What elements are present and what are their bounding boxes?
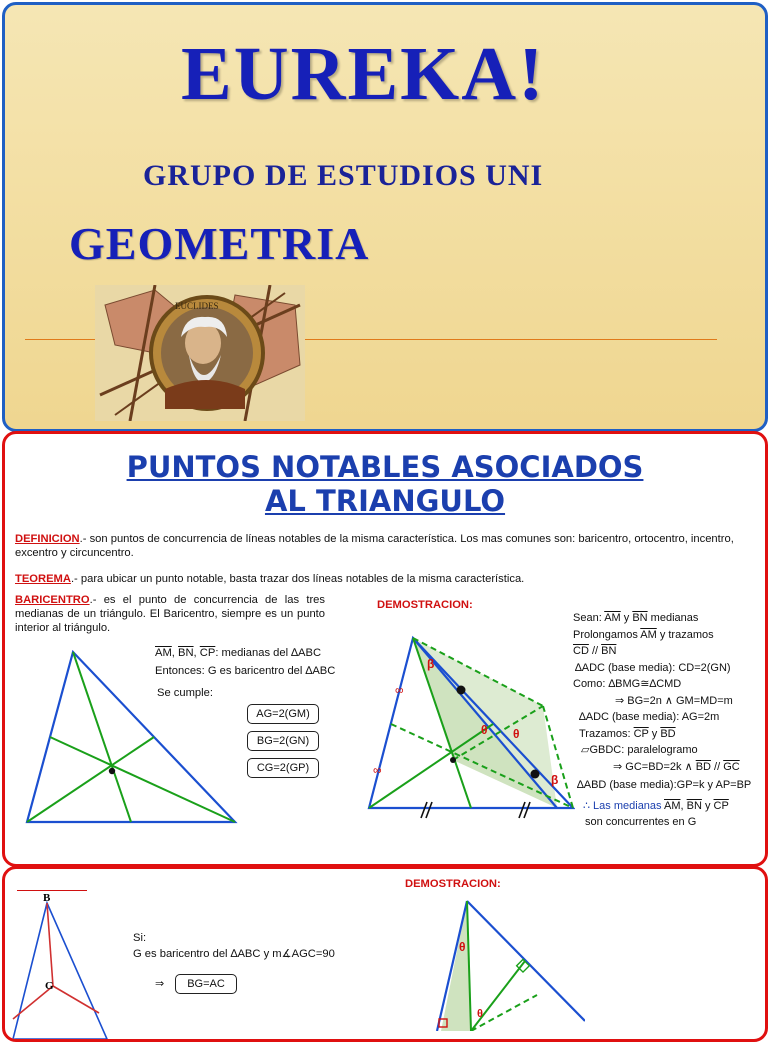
proof-line-4: ∆ADC (base media): CD=2(GN) xyxy=(575,661,731,674)
euclid-portrait-image xyxy=(95,285,305,421)
theorem-label: TEOREMA xyxy=(15,573,71,585)
proof-line-1: Sean: $\overline{AM}$ y $\overline{BN}$ medianas xyxy=(573,612,699,624)
lower-result-box: BG=AC xyxy=(175,974,237,994)
cover-rule-right xyxy=(297,339,717,340)
definition-paragraph xyxy=(15,532,755,560)
lower-triangle-figure xyxy=(9,891,119,1039)
lower-theta-top: θ xyxy=(459,940,466,954)
cover-title: EUREKA! xyxy=(181,32,546,116)
definition-label: DEFINICION xyxy=(15,533,80,545)
medianas-line: $\overline{AM}$, $\overline{BN}$, $\overline{CP}$: medianas del ∆ABC xyxy=(155,647,322,659)
proof-line-7: ∆ADC (base media): AG=2m xyxy=(579,711,720,723)
lower-demo-label: DEMOSTRACION: xyxy=(405,878,501,890)
proof-line-8: Trazamos: $\overline{CP}$ y $\overline{BD}$ xyxy=(579,727,676,740)
beta-label-bottom: β xyxy=(551,773,559,787)
theorem-text: .- para ubicar un punto notable, basta trazar dos líneas notables de la misma característica. xyxy=(70,573,525,585)
demo-label: DEMOSTRACION: xyxy=(377,599,473,611)
tick-mark-upper: ∞ xyxy=(395,683,404,697)
proof-line-13: son concurrentes en G xyxy=(585,816,697,828)
lower-panel xyxy=(2,866,768,1042)
formula-box-ag: AG=2(GM) xyxy=(247,704,319,724)
proof-line-9: ▱GBDC: paralelogramo xyxy=(581,744,698,756)
proof-line-3: $\overline{CD} // \overline{BN}$ xyxy=(573,645,617,657)
lower-theta-bottom: θ xyxy=(477,1008,483,1020)
lower-si: Si: xyxy=(133,932,147,944)
section-heading-line2: AL TRIANGULO xyxy=(264,484,506,518)
demonstration-figure xyxy=(361,632,575,830)
proof-line-6: ⇒ BG=2n ∧ GM=MD=m xyxy=(615,694,733,707)
baricentro-paragraph xyxy=(15,593,325,635)
se-cumple-line: Se cumple: xyxy=(157,687,213,699)
theta-label-left: θ xyxy=(481,723,488,737)
vertex-g-label: G xyxy=(45,980,54,992)
cover-rule-left xyxy=(25,339,97,340)
entonces-line: Entonces: G es baricentro del ∆ABC xyxy=(155,665,336,677)
beta-label-top: β xyxy=(427,657,435,671)
formula-box-bg: BG=2(GN) xyxy=(247,731,319,751)
tick-mark-lower: ∞ xyxy=(373,763,382,777)
baricentro-label: BARICENTRO xyxy=(15,594,90,606)
theorem-paragraph xyxy=(15,572,755,586)
formula-box-cg: CG=2(GP) xyxy=(247,758,319,778)
notable-points-panel xyxy=(2,431,768,867)
proof-line-12: ∴ Las medianas $\overline{AM}$, $\overline{BN}$ y $\overline{CP}$ xyxy=(583,799,729,812)
definition-text: .- son puntos de concurrencia de líneas notables de la misma característica. Los mas comunes son: baricentro, ortocentro, incentro, excentro y circuncentro. xyxy=(15,533,734,559)
theta-label-right: θ xyxy=(513,727,520,741)
proof-text xyxy=(573,610,763,831)
lower-condition: G es baricentro del ∆ABC y m∡AGC=90 xyxy=(133,948,335,960)
cover-subtitle: GRUPO DE ESTUDIOS UNI xyxy=(143,159,544,192)
lower-demonstration-figure xyxy=(425,891,585,1031)
svg-text:EUCLIDES: EUCLIDES xyxy=(175,301,219,311)
proof-line-11: ∆ABD (base media):GP=k y AP=BP xyxy=(577,779,752,791)
proof-line-5: Como: ∆BMG≅∆CMD xyxy=(573,678,682,690)
cover-panel xyxy=(2,2,768,432)
section-heading-line1: PUNTOS NOTABLES ASOCIADOS xyxy=(126,450,644,484)
lower-implies: ⇒ xyxy=(155,978,165,990)
cover-subject: GEOMETRIA xyxy=(69,218,370,269)
proof-line-10: ⇒ GC=BD=2k ∧ $\overline{BD} // \overline{GC}$ xyxy=(613,760,740,773)
proof-line-2: Prolongamos $\overline{AM}$ y trazamos xyxy=(573,628,714,641)
baricentro-text: .- es el punto de concurrencia de las tres medianas de un triángulo. El Baricentro, siempre es un punto interior al triángulo. xyxy=(15,594,325,634)
vertex-b-label: B xyxy=(43,892,51,904)
